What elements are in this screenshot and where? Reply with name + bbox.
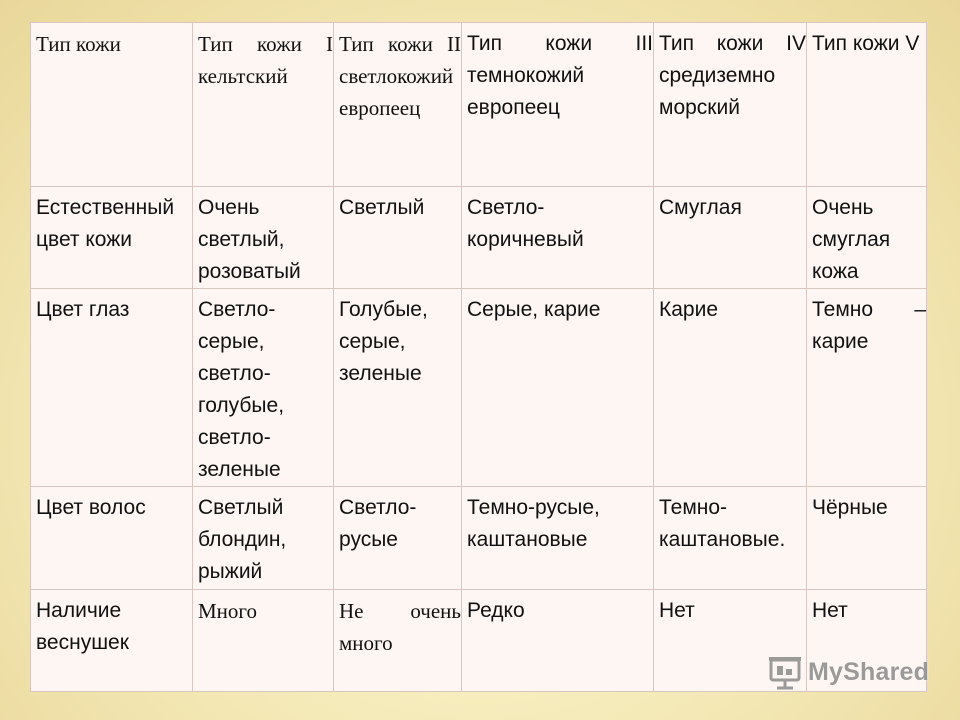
header-cell: Тип кожи IV средиземно морский [654, 23, 807, 187]
table-cell: Темно-русые, каштановые [462, 487, 654, 590]
watermark-text: MyShared [808, 657, 930, 686]
table-cell: Светло-коричневый [462, 187, 654, 289]
table-cell: Светло-русые [334, 487, 462, 590]
row-label-cell: Естественный цвет кожи [31, 187, 193, 289]
table-cell: Голубые, серые, зеленые [334, 289, 462, 487]
table-cell: Светло-серые, светло-голубые, светло-зеленые [193, 289, 334, 487]
table-cell: Темно-каштановые. [654, 487, 807, 590]
table-cell: Темно – карие [807, 289, 927, 487]
table-cell: Нет [654, 590, 807, 692]
row-label-cell: Цвет глаз [31, 289, 193, 487]
table-cell: Редко [462, 590, 654, 692]
header-cell: Тип кожи I кельтский [193, 23, 334, 187]
table-cell: Чёрные [807, 487, 927, 590]
table-cell: Светлый [334, 187, 462, 289]
presentation-board-icon [768, 654, 802, 690]
header-cell: Тип кожи II светлокожий европеец [334, 23, 462, 187]
table-cell: Очень смуглая кожа [807, 187, 927, 289]
row-label-cell: Наличие веснушек [31, 590, 193, 692]
table-cell: Нет [807, 590, 927, 692]
table-cell: Серые, карие [462, 289, 654, 487]
table-cell: Карие [654, 289, 807, 487]
header-cell: Тип кожи V [807, 23, 927, 187]
table-row [31, 487, 927, 590]
table-row [31, 289, 927, 487]
header-cell: Тип кожи III темнокожий европеец [462, 23, 654, 187]
skin-type-table [30, 22, 930, 692]
row-label-cell: Цвет волос [31, 487, 193, 590]
table-cell: Светлый блондин, рыжий [193, 487, 334, 590]
mysshared-watermark [768, 654, 929, 690]
table-cell: Очень светлый, розоватый [193, 187, 334, 289]
table-row [31, 187, 927, 289]
table-cell: Много [193, 590, 334, 692]
table-cell: Смуглая [654, 187, 807, 289]
table-cell: Не очень много [334, 590, 462, 692]
table-header-row [31, 23, 927, 187]
header-cell: Тип кожи [31, 23, 193, 187]
